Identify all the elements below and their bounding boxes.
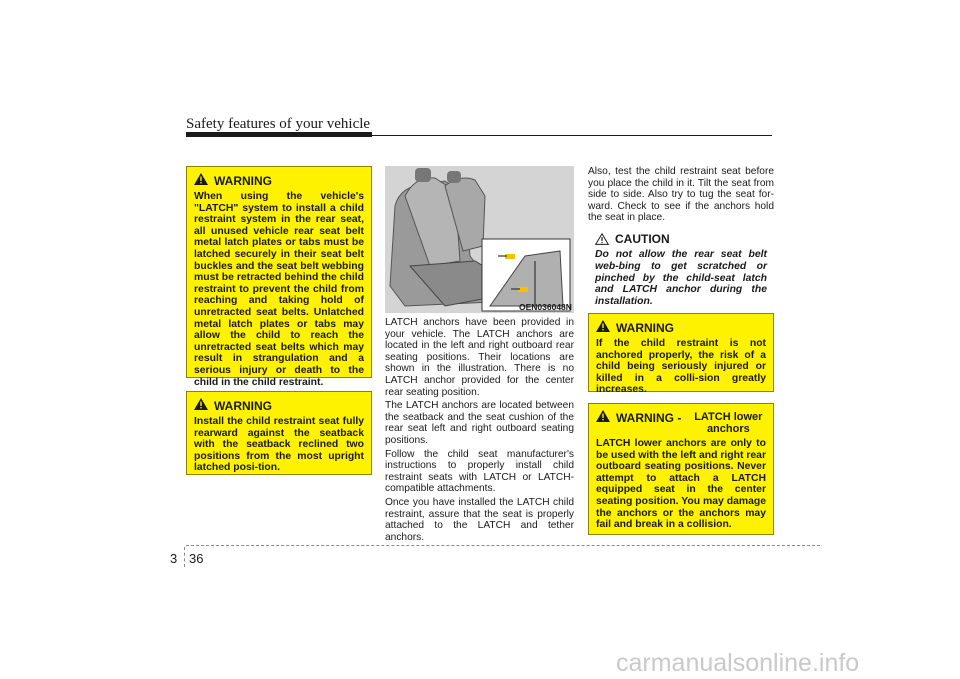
footer-divider	[184, 547, 185, 567]
warning-title: WARNING	[214, 174, 272, 188]
warning-body: If the child restraint is not anchored properly, the risk of a child being seriously injured or killed in a colli-sion greatly increases.	[596, 338, 766, 396]
warning-box-anchored-properly	[588, 313, 774, 396]
warning-triangle-icon	[194, 173, 208, 185]
paragraph: Follow the child seat manufacturer's instructions to properly install child restraint seats with LATCH or LATCH-compatible attachments.	[385, 448, 574, 495]
caution-box	[588, 226, 774, 314]
warning-body: When using the vehicle's "LATCH" system to install a child restraint system in the rear seat, all unused vehicle rear seat belt metal latch plates or tabs must be latched securely in their seat belt buckles and the seat belt webbing must be retracted behind the child restraint to prevent the child from reaching and taking hold of unretracted seat belts. Unlatched metal latch plates or tabs may allow the child to reach the unretracted seat belts which may result in strangulation and a serious injury or death to the child in the child restraint.	[194, 191, 364, 388]
warning-triangle-icon	[194, 398, 208, 410]
warning-triangle-icon	[596, 320, 610, 332]
caution-title: CAUTION	[615, 232, 670, 246]
warning-subtitle: LATCH lower anchors	[694, 411, 763, 435]
header-rule	[372, 135, 772, 136]
warning-box-latch-lower-anchors	[588, 403, 774, 535]
header-bar	[186, 132, 372, 137]
page-header-title: Safety features of your vehicle	[186, 116, 371, 132]
seat-illustration-drawing	[385, 166, 574, 313]
warning-title: WARNING	[616, 321, 674, 335]
warning-box-seat-rearward	[186, 391, 372, 475]
section-number: 3	[170, 551, 178, 566]
warning-title: WARNING	[214, 399, 272, 413]
caution-triangle-icon	[595, 233, 609, 245]
paragraph: The LATCH anchors are located between the seatback and the seat cushion of the rear seat left and right outboard seating positions.	[385, 400, 574, 446]
figure-caption: OEN036048N	[519, 302, 572, 312]
paragraph: LATCH anchors have been provided in your vehicle. The LATCH anchors are located in the left and right outboard rear seating positions. Their locations are shown in the illustration. There is no LATCH anchor provided for the center rear seating position.	[385, 317, 574, 398]
warning-title: WARNING -	[616, 411, 685, 425]
footer-rule	[186, 545, 820, 546]
rear-seat-latch-illustration	[385, 166, 574, 313]
page-number: 36	[189, 551, 204, 566]
warning-triangle-icon	[596, 410, 610, 422]
latch-description-text	[385, 317, 574, 545]
warning-body: LATCH lower anchors are only to be used with the left and right rear outboard seating positions. Never attempt to attach a LATCH equipped seat in the center seating position. You may damage the anchors or the anchors may fail and break in a collision.	[596, 438, 766, 531]
test-seat-text	[588, 166, 774, 226]
watermark-text: carmanualsonline.info	[616, 649, 860, 677]
paragraph: Also, test the child restraint seat before you place the child in it. Tilt the seat from side to side. Also try to tug the seat for-ward. Check to see if the anchors hold the seat in place.	[588, 166, 774, 224]
caution-body: Do not allow the rear seat belt web-bing to get scratched or pinched by the child-seat latch and LATCH anchor during the installation.	[595, 249, 767, 308]
paragraph: Once you have installed the LATCH child restraint, assure that the seat is properly attached to the LATCH and tether anchors.	[385, 496, 574, 543]
warning-box-latch-belts	[186, 166, 372, 388]
warning-body: Install the child restraint seat fully rearward against the seatback with the seatback reclined two positions from the most upright latched posi-tion.	[194, 416, 364, 474]
